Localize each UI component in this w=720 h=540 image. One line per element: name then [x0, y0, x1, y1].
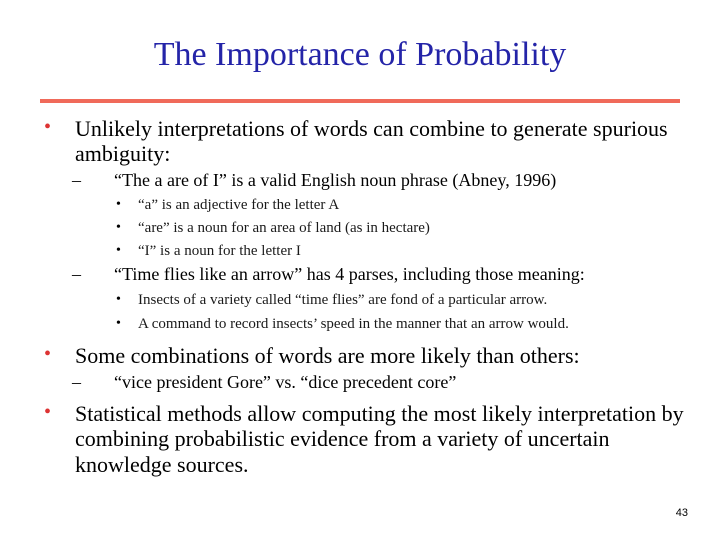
bullet-level1-ambiguity: [44, 116, 675, 167]
page-number: 43: [675, 507, 688, 519]
bullet-level3-are: [116, 220, 698, 237]
bullet-level3-insects: [116, 292, 718, 309]
bullet-marker: •: [44, 116, 52, 138]
bullet-level3-i: [116, 243, 698, 260]
bullet-text: “Time flies like an arrow” has 4 parses, including those meaning:: [114, 264, 585, 284]
bullet-text: Insects of a variety called “time flies” are fond of a particular arrow.: [138, 292, 548, 308]
bullet-text: Statistical methods allow computing the most likely interpretation by combining probabilistic evidence from a variety of uncertain knowledge sources.: [75, 401, 684, 477]
dash-marker: –: [72, 372, 81, 392]
bullet-text: “The a are of I” is a valid English noun phrase (Abney, 1996): [114, 170, 557, 190]
bullet-level3-command: [116, 316, 718, 333]
dash-marker: –: [72, 170, 81, 190]
bullet-marker: •: [116, 243, 121, 258]
title-divider: [40, 99, 680, 103]
bullet-level1-combinations: [44, 343, 715, 368]
bullet-marker: •: [116, 220, 121, 235]
bullet-marker: •: [116, 316, 121, 331]
bullet-level2-abney: [72, 170, 720, 191]
bullet-text: “vice president Gore” vs. “dice precedent core”: [114, 372, 457, 392]
bullet-marker: •: [116, 292, 121, 307]
bullet-text: Unlikely interpretations of words can combine to generate spurious ambiguity:: [75, 116, 668, 167]
bullet-level1-statistical: [44, 401, 695, 477]
bullet-marker: •: [116, 197, 121, 212]
bullet-marker: •: [44, 343, 52, 365]
bullet-text: “I” is a noun for the letter I: [138, 243, 301, 259]
bullet-text: “are” is a noun for an area of land (as in hectare): [138, 220, 430, 236]
bullet-level3-a: [116, 197, 698, 214]
bullet-level2-time-flies: [72, 264, 720, 285]
slide-title: The Importance of Probability: [153, 36, 567, 73]
bullet-text: “a” is an adjective for the letter A: [138, 197, 340, 213]
bullet-text: Some combinations of words are more likely than others:: [75, 343, 580, 368]
bullet-marker: •: [44, 401, 52, 423]
dash-marker: –: [72, 264, 81, 284]
bullet-text: A command to record insects’ speed in the manner that an arrow would.: [138, 316, 569, 332]
bullet-level2-vice-president: [72, 372, 720, 393]
